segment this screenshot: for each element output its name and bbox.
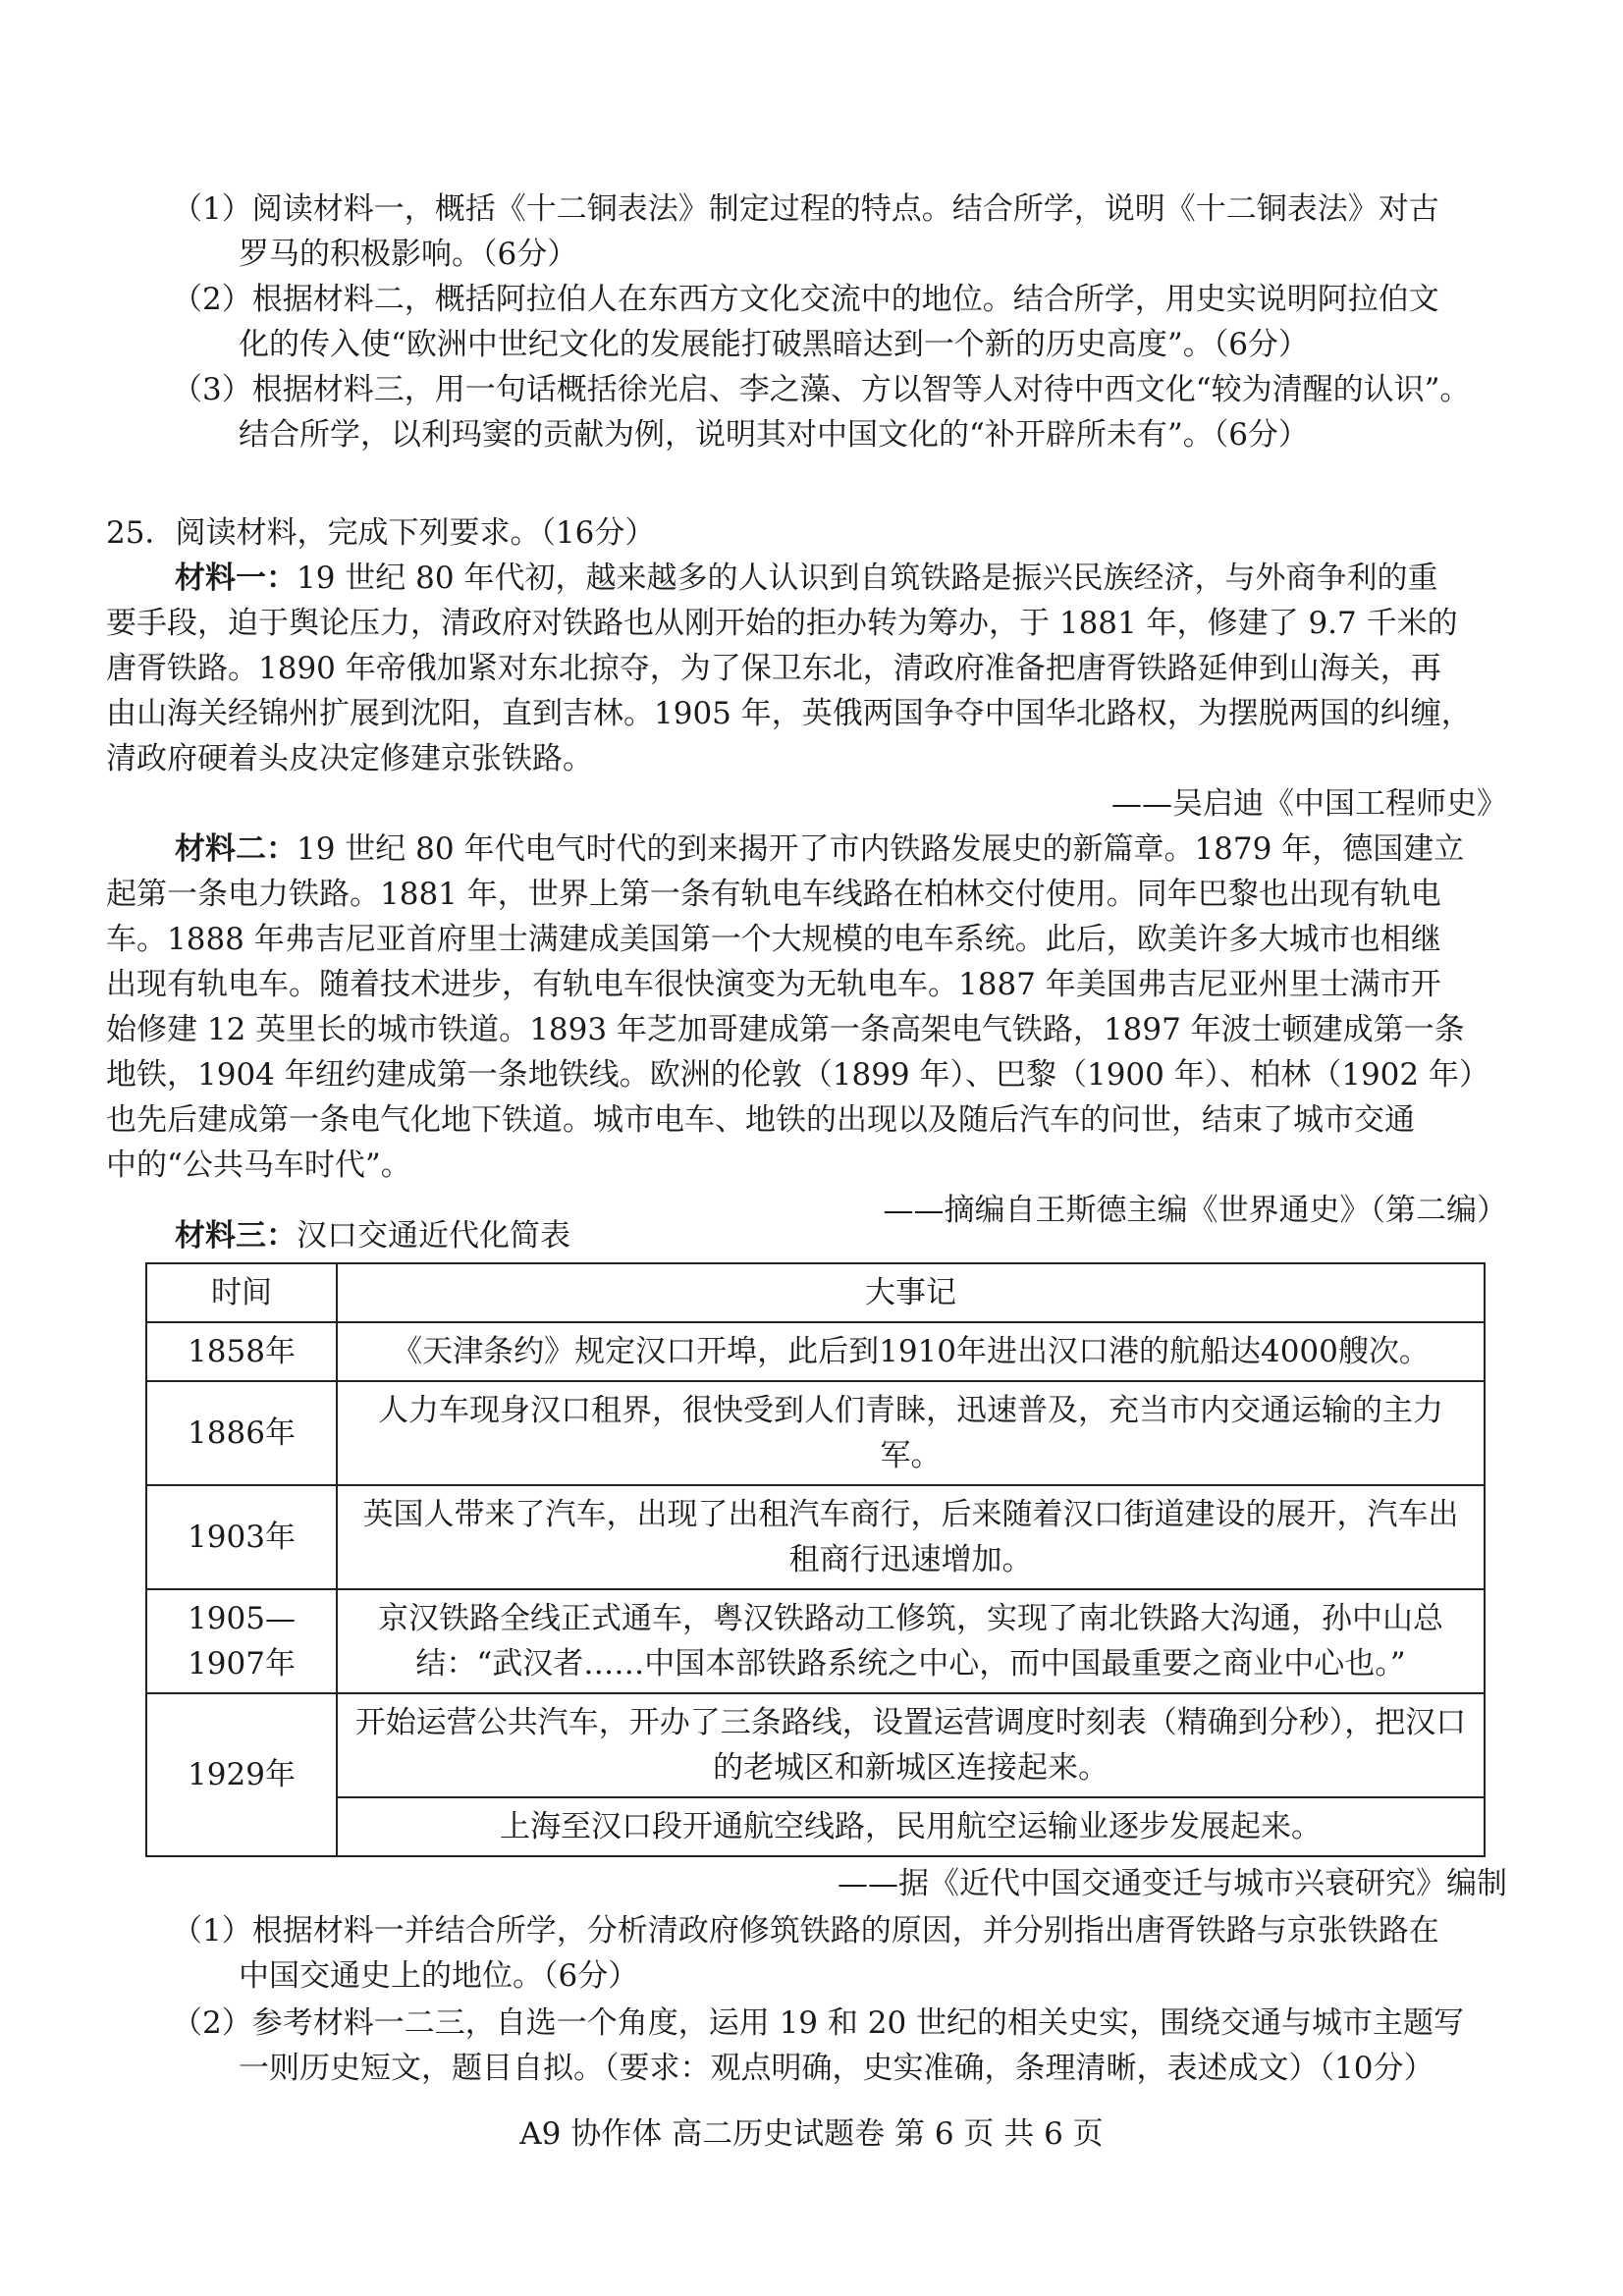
table-cell-event: 上海至汉口段开通航空线路，民用航空运输业逐步发展起来。 xyxy=(337,1797,1485,1856)
material2-line6: 地铁，1904 年纽约建成第一条地铁线。欧洲的伦敦（1899 年）、巴黎（1900 年）、柏林（1902 年） xyxy=(106,1057,1489,1093)
table-header-row xyxy=(146,1263,1485,1322)
table-row xyxy=(146,1693,1485,1797)
material2-line3: 车。1888 年弗吉尼亚首府里士满建成美国第一个大规模的电车系统。此后，欧美许多大城市也相继 xyxy=(106,922,1441,957)
material1-line1 xyxy=(175,556,1437,601)
material2-text: 19 世纪 80 年代电气时代的到来揭开了市内铁路发展史的新篇章。1879 年，德国建立 xyxy=(297,831,1465,867)
material1-line3: 唐胥铁路。1890 年帝俄加紧对东北掠夺，为了保卫东北，清政府准备把唐胥铁路延伸到山海关，再 xyxy=(106,651,1441,686)
material2-line4: 出现有轨电车。随着技术进步，有轨电车很快演变为无轨电车。1887 年美国弗吉尼亚州里士满市开 xyxy=(106,967,1441,1002)
table-cell-event: 开始运营公共汽车，开办了三条路线，设置运营调度时刻表（精确到分秒），把汉口的老城区和新城区连接起来。 xyxy=(337,1693,1485,1797)
table-row xyxy=(146,1797,1485,1856)
hankou-transport-table xyxy=(145,1262,1486,1857)
table-cell-year: 1858年 xyxy=(146,1322,337,1381)
table-row xyxy=(146,1485,1485,1589)
material2-line8: 中的“公共马车时代”。 xyxy=(106,1148,411,1183)
table-cell-event: 京汉铁路全线正式通车，粤汉铁路动工修筑，实现了南北铁路大沟通，孙中山总结：“武汉者……中国本部铁路系统之中心，而中国最重要之商业中心也。” xyxy=(337,1589,1485,1693)
material2-label: 材料二： xyxy=(175,831,297,867)
material1-source: ——吴启迪《中国工程师史》 xyxy=(1111,786,1507,822)
material3-source: ——据《近代中国交通变迁与城市兴衰研究》编制 xyxy=(838,1866,1507,1901)
material1-line2: 要手段，迫于舆论压力，清政府对铁路也从刚开始的拒办转为筹办，于 1881 年，修建了 9.7 千米的 xyxy=(106,606,1458,641)
material2-line2: 起第一条电力铁路。1881 年，世界上第一条有轨电车线路在柏林交付使用。同年巴黎也出现有轨电 xyxy=(106,877,1441,912)
page-footer: A9 协作体 高二历史试题卷 第 6 页 共 6 页 xyxy=(519,2116,1104,2152)
material1-line4: 由山海关经锦州扩展到沈阳，直到吉林。1905 年，英俄两国争夺中国华北路权，为摆脱两国的纠缠， xyxy=(106,696,1472,731)
q24-part3-line1: （3）根据材料三，用一句话概括徐光启、李之藻、方以智等人对待中西文化“较为清醒的认识”。 xyxy=(172,372,1471,407)
table-cell-event: 人力车现身汉口租界，很快受到人们青睐，迅速普及，充当市内交通运输的主力军。 xyxy=(337,1381,1485,1485)
table-row xyxy=(146,1381,1485,1485)
table-cell-event: 英国人带来了汽车，出现了出租汽车商行，后来随着汉口街道建设的展开，汽车出租商行迅速增加。 xyxy=(337,1485,1485,1589)
table-cell-year: 1929年 xyxy=(146,1693,337,1856)
material1-line5: 清政府硬着头皮决定修建京张铁路。 xyxy=(106,741,593,776)
table-cell-year: 1886年 xyxy=(146,1381,337,1485)
material3-title: 汉口交通近代化简表 xyxy=(297,1218,570,1254)
q24-part2-line1: （2）根据材料二，概括阿拉伯人在东西方文化交流中的地位。结合所学，用史实说明阿拉伯文 xyxy=(172,282,1439,317)
material1-label: 材料一： xyxy=(175,561,297,596)
q25-part1-line1: （1）根据材料一并结合所学，分析清政府修筑铁路的原因，并分别指出唐胥铁路与京张铁路在 xyxy=(172,1913,1439,1949)
material3-label: 材料三： xyxy=(175,1218,297,1254)
table-row xyxy=(146,1589,1485,1693)
table-row xyxy=(146,1322,1485,1381)
material2-line7: 也先后建成第一条电气化地下铁道。城市电车、地铁的出现以及随后汽车的问世，结束了城市交通 xyxy=(106,1102,1415,1138)
q24-part2-line2: 化的传入使“欧洲中世纪文化的发展能打破黑暗达到一个新的历史高度”。（6分） xyxy=(239,327,1309,362)
q24-part1-line1: （1）阅读材料一，概括《十二铜表法》制定过程的特点。结合所学，说明《十二铜表法》对古 xyxy=(172,191,1439,227)
q24-part3-line2: 结合所学，以利玛窦的贡献为例，说明其对中国文化的“补开辟所未有”。（6分） xyxy=(239,417,1309,453)
q25-part2-line1: （2）参考材料一二三，自选一个角度，运用 19 和 20 世纪的相关史实，围绕交通与城市主题写 xyxy=(172,2005,1465,2041)
q25-part2-line2: 一则历史短文，题目自拟。（要求：观点明确，史实准确，条理清晰，表述成文）（10分） xyxy=(239,2051,1434,2086)
table-header-time: 时间 xyxy=(146,1263,337,1322)
table-cell-year: 1905—1907年 xyxy=(146,1589,337,1693)
material3-line xyxy=(175,1213,570,1258)
material2-line5: 始修建 12 英里长的城市铁道。1893 年芝加哥建成第一条高架电气铁路，1897 年波士顿建成第一条 xyxy=(106,1012,1465,1047)
material2-source: ——摘编自王斯德主编《世界通史》（第二编） xyxy=(883,1193,1507,1228)
table-header-events: 大事记 xyxy=(337,1263,1485,1322)
q25-heading: 25．阅读材料，完成下列要求。（16分） xyxy=(106,515,656,551)
table-cell-year: 1903年 xyxy=(146,1485,337,1589)
q25-part1-line2: 中国交通史上的地位。（6分） xyxy=(239,1958,639,1994)
material1-text: 19 世纪 80 年代初，越来越多的人认识到自筑铁路是振兴民族经济，与外商争利的重 xyxy=(297,561,1438,596)
table-cell-event: 《天津条约》规定汉口开埠，此后到1910年进出汉口港的航船达4000艘次。 xyxy=(337,1322,1485,1381)
material2-line1 xyxy=(175,827,1464,872)
q24-part1-line2: 罗马的积极影响。（6分） xyxy=(239,237,578,272)
